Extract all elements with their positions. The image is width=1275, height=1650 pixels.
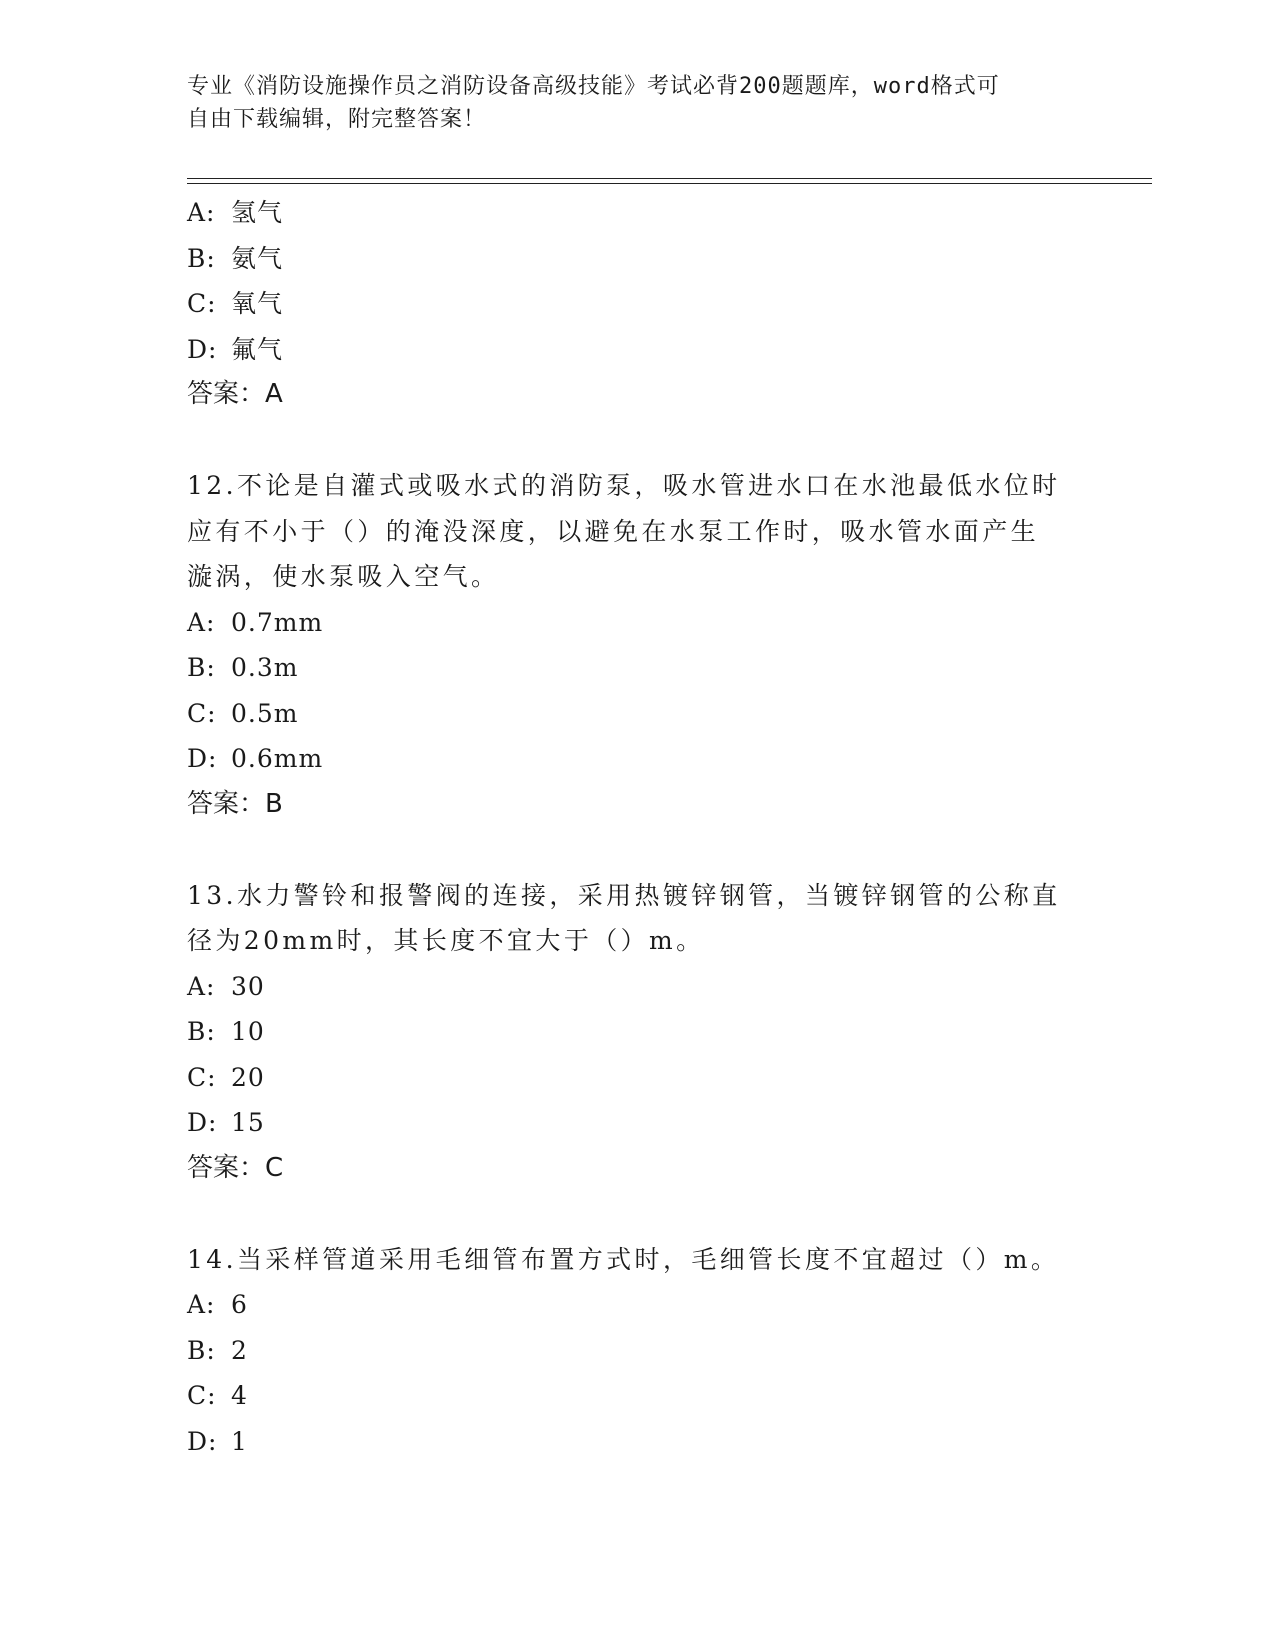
option-letter: D:	[187, 744, 218, 773]
answer-line: 答案：A	[187, 379, 283, 409]
option-text: 15	[231, 1108, 265, 1137]
option-text: 2	[231, 1335, 248, 1365]
option-c	[187, 1373, 1087, 1419]
option-b	[187, 1009, 1087, 1055]
option-letter: A:	[187, 971, 216, 1001]
answer-line: 答案：B	[187, 788, 283, 819]
option-letter: A:	[187, 198, 216, 227]
option-letter: D:	[187, 1426, 218, 1456]
option-d	[187, 1100, 1087, 1146]
option-c	[187, 281, 1087, 327]
question-text-line: 漩涡，使水泵吸入空气。	[187, 562, 500, 591]
option-d	[187, 1419, 1087, 1465]
question-12	[187, 463, 1087, 827]
answer-line: 答案：C	[187, 1152, 284, 1183]
option-text: 4	[231, 1381, 248, 1410]
header-line-1: 专业《消防设施操作员之消防设备高级技能》考试必背200题题库，word格式可	[187, 74, 1000, 99]
option-b	[187, 1328, 1087, 1374]
option-a	[187, 190, 1087, 236]
option-letter: B:	[187, 1017, 216, 1046]
option-c	[187, 1055, 1087, 1101]
option-text: 0.3m	[231, 653, 299, 682]
question-text-line: 径为20mm时，其长度不宜大于（）m。	[187, 926, 705, 955]
option-letter: B:	[187, 653, 216, 682]
option-text: 0.5m	[231, 698, 299, 728]
option-text: 1	[231, 1426, 248, 1456]
option-letter: C:	[187, 289, 217, 318]
option-b	[187, 645, 1087, 691]
option-d	[187, 736, 1087, 782]
option-text: 0.7mm	[231, 607, 324, 637]
option-text: 30	[231, 971, 265, 1001]
question-text-line: 14.当采样管道采用毛细管布置方式时，毛细管长度不宜超过（）m。	[187, 1244, 1060, 1274]
option-letter: B:	[187, 1335, 216, 1365]
header-divider-top	[187, 178, 1152, 179]
header-divider-bottom	[187, 183, 1152, 184]
question-text-line: 应有不小于（）的淹没深度，以避免在水泵工作时，吸水管水面产生	[187, 516, 1040, 546]
option-a	[187, 964, 1087, 1010]
option-text: 6	[231, 1290, 248, 1319]
question-text-line: 13.水力警铃和报警阀的连接，采用热镀锌钢管，当镀锌钢管的公称直	[187, 880, 1061, 910]
question-text-line: 12.不论是自灌式或吸水式的消防泵，吸水管进水口在水池最低水位时	[187, 471, 1061, 500]
option-d	[187, 327, 1087, 373]
spacer	[187, 1191, 1087, 1237]
document-header	[187, 70, 1067, 136]
header-line-2: 自由下载编辑，附完整答案！	[187, 107, 487, 132]
option-letter: A:	[187, 607, 216, 637]
question-14	[187, 1237, 1087, 1465]
option-letter: B:	[187, 243, 216, 273]
option-text: 氧气	[231, 289, 284, 318]
option-letter: C:	[187, 698, 217, 728]
question-13	[187, 873, 1087, 1192]
spacer	[187, 827, 1087, 873]
option-letter: C:	[187, 1381, 217, 1410]
option-a	[187, 1282, 1087, 1328]
option-letter: C:	[187, 1062, 217, 1092]
option-letter: D:	[187, 1108, 218, 1137]
option-text: 氟气	[231, 334, 284, 364]
option-a	[187, 600, 1087, 646]
option-text: 10	[231, 1017, 265, 1046]
option-text: 氢气	[231, 198, 284, 227]
option-text: 0.6mm	[231, 744, 324, 773]
spacer	[187, 418, 1087, 464]
question-list	[187, 190, 1087, 1464]
option-text: 20	[231, 1062, 265, 1092]
question-11	[187, 190, 1087, 418]
option-text: 氨气	[231, 243, 284, 273]
option-letter: D:	[187, 334, 218, 364]
option-letter: A:	[187, 1290, 216, 1319]
option-b	[187, 236, 1087, 282]
option-c	[187, 691, 1087, 737]
